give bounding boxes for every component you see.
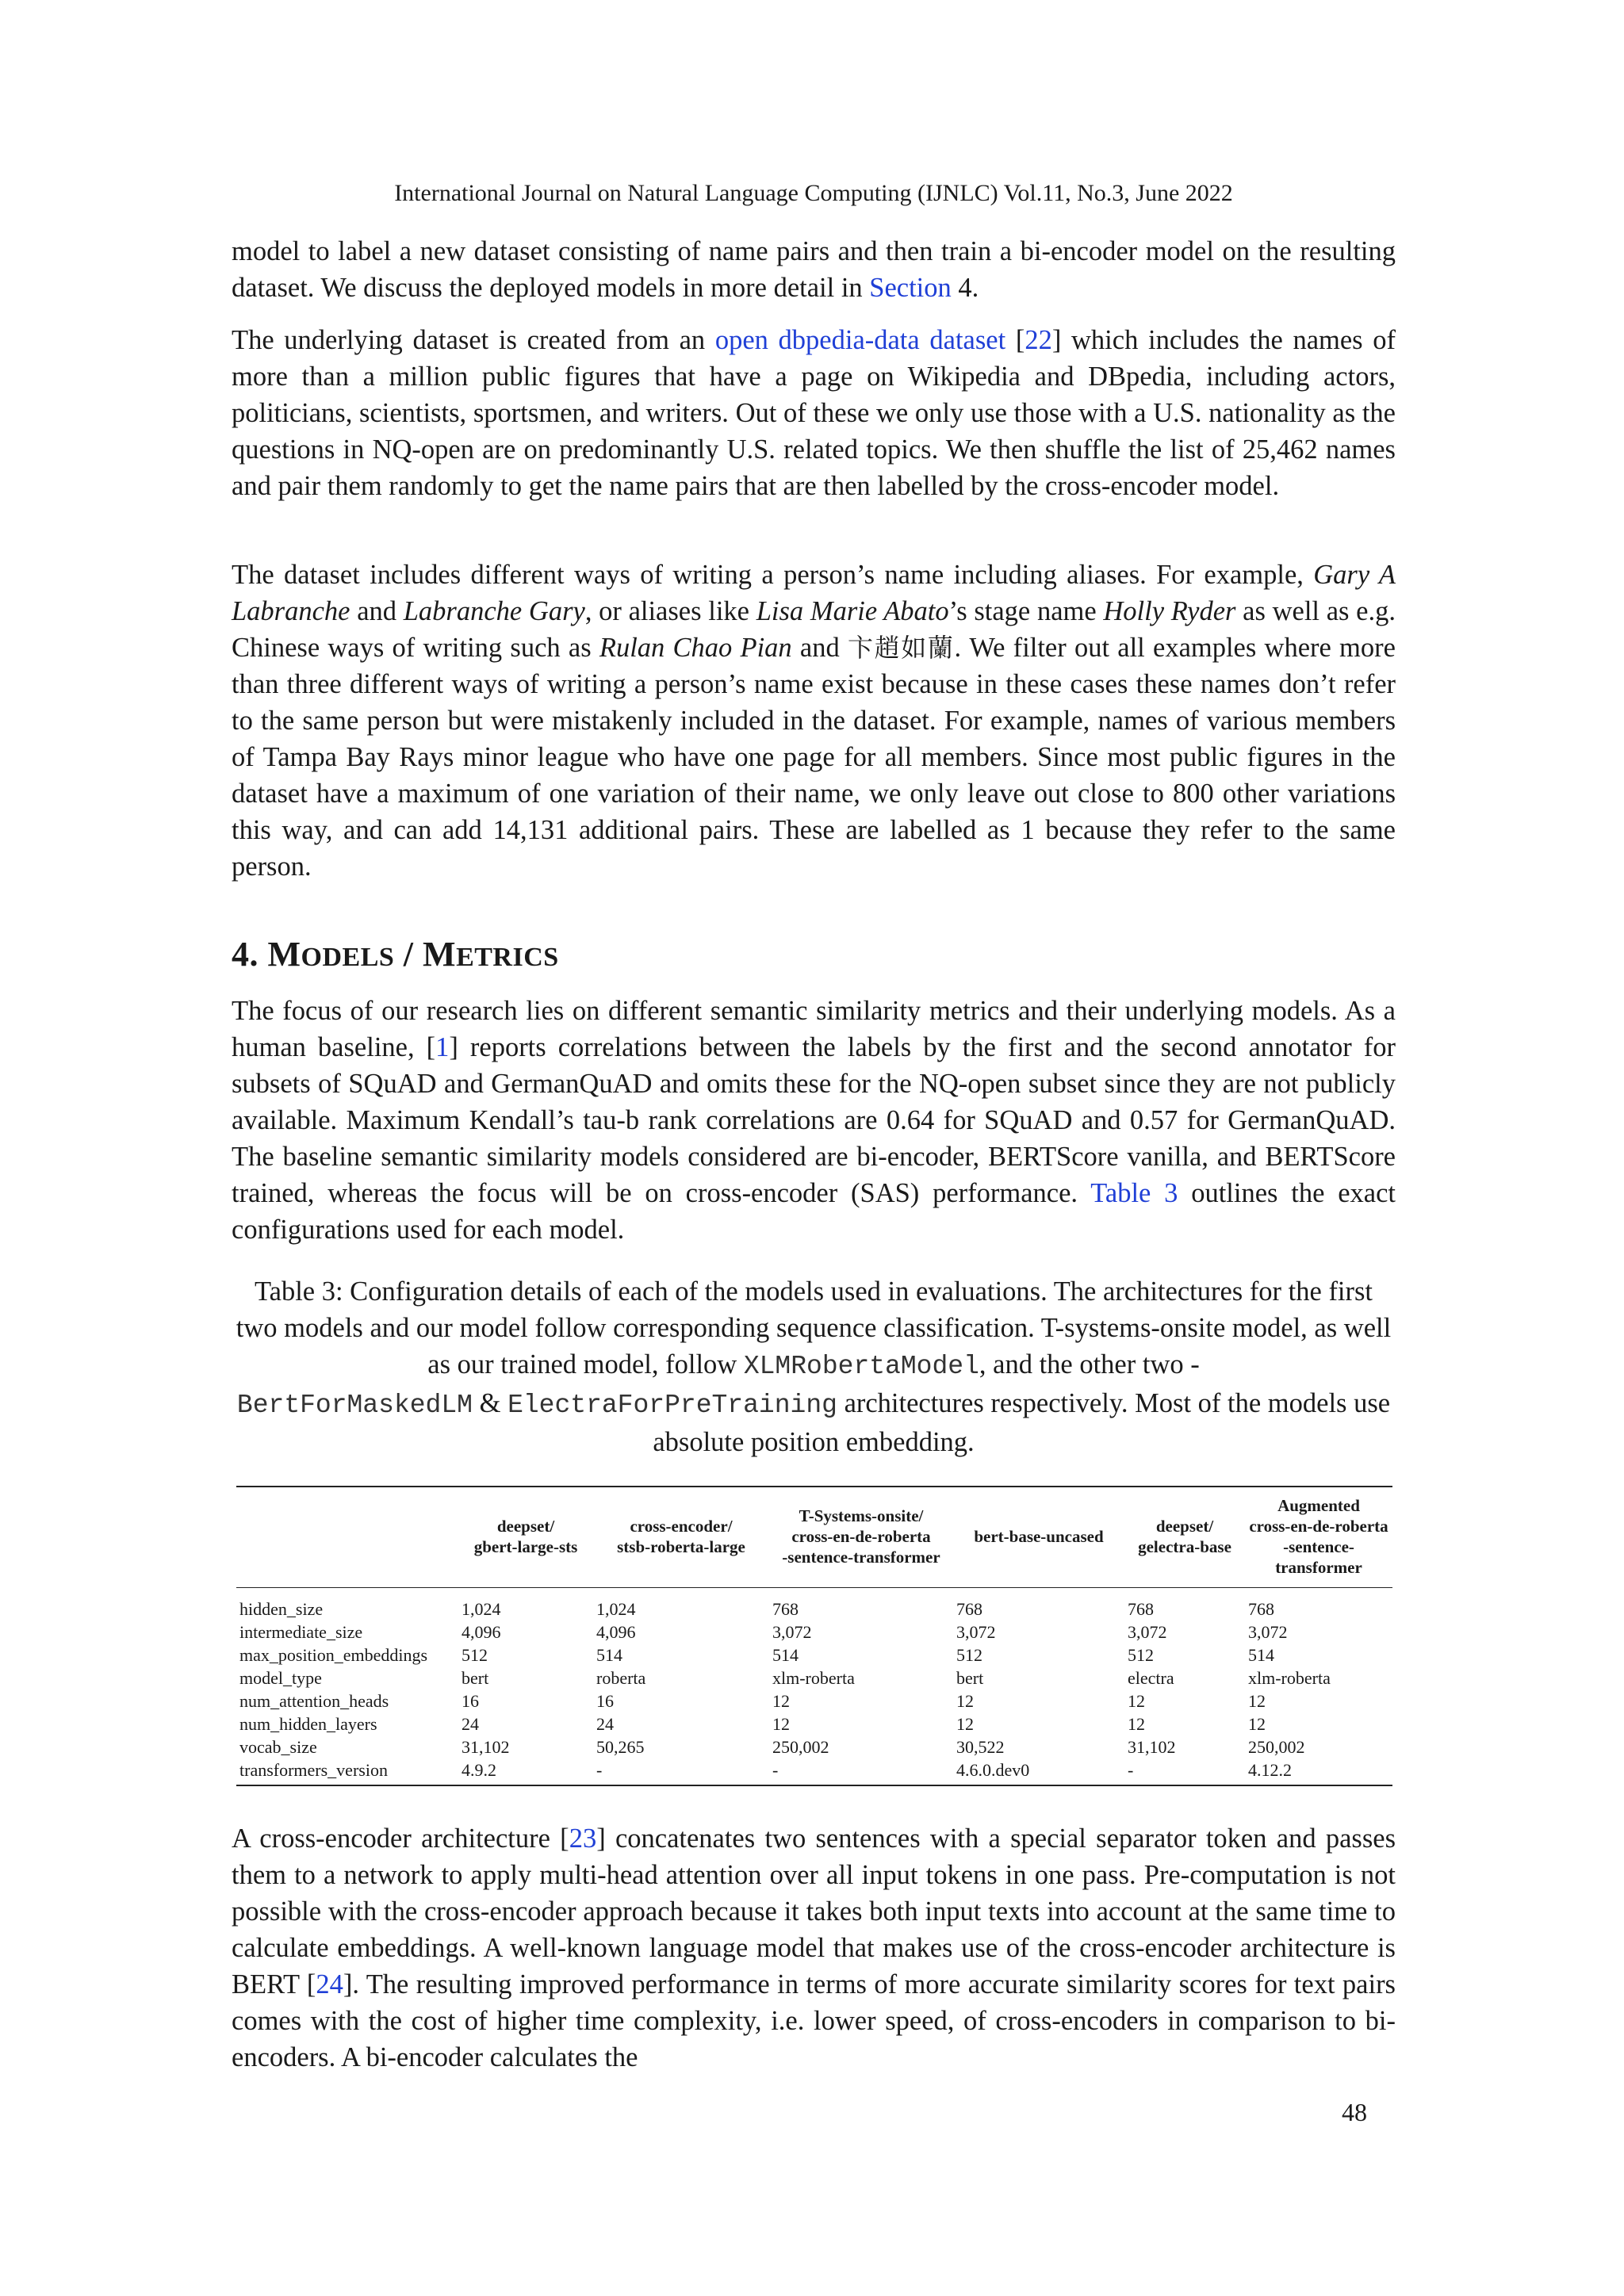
table-cell: xlm-roberta	[772, 1668, 855, 1688]
table-body	[236, 1588, 1392, 1786]
table-cell: 768	[772, 1599, 799, 1619]
table-cell: vocab_size	[239, 1737, 317, 1757]
table-cell: bert	[462, 1668, 489, 1688]
table-cell: max_position_embeddings	[239, 1645, 428, 1665]
table-cell: 768	[956, 1599, 982, 1619]
table-cell: 12	[1128, 1691, 1145, 1711]
example-name: Holly Ryder	[1103, 596, 1236, 626]
caption-text: &	[472, 1388, 508, 1418]
paragraph-3-text: and	[350, 596, 404, 626]
paragraph-3-text: . We filter out all examples where more than three different ways of writing a person’s name exist because in these cases these names don’t refer to the same person but were mistakenly included in the dataset. For example, names of various members of Tampa Bay Rays minor league who have one page for all members. Since most public figures in the dataset have a maximum of one variation of their name, we only leave out close to 800 other variations this way, and can add 14,131 additional pairs. These are labelled as 1 because they refer to the same person.	[232, 633, 1396, 882]
example-name: Gary A Labranche	[232, 560, 1396, 626]
table-cell: transformers_version	[239, 1760, 388, 1780]
table-row	[236, 1689, 1392, 1712]
paragraph-3-text: ’s stage name	[948, 596, 1104, 626]
paragraph-3-text: and	[791, 633, 848, 663]
table-cell: -	[772, 1760, 779, 1780]
paragraph-5	[232, 1820, 1396, 2076]
caption-text: architectures respectively. Most of the models use absolute position embedding.	[653, 1388, 1391, 1457]
table-cell: 16	[596, 1691, 614, 1711]
section-title-rest: ETRICS	[456, 943, 559, 972]
table-cell: bert	[956, 1668, 984, 1688]
paragraph-2-text-c: ] which includes the names of more than a million public figures that have a page on Wikipedia and DBpedia, including actors, politicians, scientists, sportsmen, and writers. Out of these we only use those with a U.S. nationality as the questions in NQ-open are on predominantly U.S. related topics. We then shuffle the list of 25,462 names and pair them randomly to get the name pairs that are then labelled by the cross-encoder model.	[232, 325, 1396, 501]
table-cell: 3,072	[956, 1622, 996, 1642]
caption-code: ElectraForPreTraining	[508, 1391, 837, 1420]
paragraph-1	[232, 233, 1396, 306]
table-cell: 514	[596, 1645, 622, 1665]
paragraph-1-text-end: 4.	[951, 273, 979, 303]
caption-text: Table 3: Configuration details of each of the models used in evaluations. The architectures for the first two models and our model follow corresponding sequence classification. T-systems-onsite model, as well as our trained model, follow	[236, 1276, 1392, 1380]
section-link[interactable]: Section	[869, 273, 952, 303]
dataset-link[interactable]: open dbpedia-data dataset	[714, 325, 1006, 355]
example-name: Labranche Gary	[403, 596, 585, 626]
table-cell: 250,002	[772, 1737, 829, 1757]
table-header-row	[236, 1487, 1392, 1588]
paragraph-5-text: ] concatenates two sentences with a special separator token and passes them to a network to apply multi-head attention over all input tokens in one pass. Pre-computation is not possible with the cross-encoder approach because it takes both input texts into account at the same time to calculate embeddings. A well-known language model that makes use of the cross-encoder architecture is BERT [	[232, 1823, 1396, 1999]
paragraph-4-text: outlines the exact configurations used for each model.	[232, 1178, 1396, 1245]
table-header-cell: T-Systems-onsite/ cross-en-de-roberta -sentence-transformer	[782, 1506, 940, 1567]
table-cell: 250,002	[1248, 1737, 1305, 1757]
table-header-cell: cross-encoder/ stsb-roberta-large	[617, 1517, 745, 1556]
table-row	[236, 1758, 1392, 1785]
table-header-cell: Augmented cross-en-de-roberta -sentence-transformer	[1249, 1496, 1388, 1577]
table-cell: 768	[1128, 1599, 1154, 1619]
caption-code: XLMRobertaModel	[743, 1352, 979, 1381]
table-cell: 24	[462, 1714, 479, 1734]
caption-code: BertForMaskedLM	[236, 1391, 473, 1420]
section-title-cap: M	[267, 935, 301, 974]
running-head: International Journal on Natural Language Computing (IJNLC) Vol.11, No.3, June 2022	[394, 180, 1233, 206]
table-cell: 16	[462, 1691, 479, 1711]
paragraph-1-text: model to label a new dataset consisting of name pairs and then train a bi-encoder model on the resulting dataset. We discuss the deployed models in more detail in	[232, 236, 1396, 303]
table-cell: intermediate_size	[239, 1622, 363, 1642]
table-cell: 30,522	[956, 1737, 1005, 1757]
table-cell: 4,096	[596, 1622, 636, 1642]
table-cell: 31,102	[462, 1737, 510, 1757]
paragraph-4-text: The focus of our research lies on different semantic similarity metrics and their underlying models. As a human baseline, [	[232, 996, 1396, 1062]
table-cell: 1,024	[462, 1599, 501, 1619]
paragraph-4-text: ] reports correlations between the labels by the first and the second annotator for subsets of SQuAD and GermanQuAD and omits these for the NQ-open subset since they are not publicly available. Maximum Kendall’s tau-b rank correlations are 0.64 for SQuAD and 0.57 for GermanQuAD. The baseline semantic similarity models considered are bi-encoder, BERTScore vanilla, and BERTScore trained, whereas the focus will be on cross-encoder (SAS) performance.	[232, 1032, 1396, 1208]
table-cell: 12	[1248, 1714, 1266, 1734]
paragraph-3-text: as well as e.g. Chinese ways of writing such as	[232, 596, 1396, 663]
table-cell: num_hidden_layers	[239, 1714, 377, 1734]
table-header-cell: deepset/ gelectra-base	[1138, 1517, 1231, 1556]
table-cell: -	[1128, 1760, 1134, 1780]
table-cell: 514	[772, 1645, 799, 1665]
table-cell: 3,072	[1248, 1622, 1288, 1642]
paragraph-4	[232, 993, 1396, 1248]
citation-link-1[interactable]: 1	[435, 1032, 450, 1062]
table-cell: 4.12.2	[1248, 1760, 1292, 1780]
table-cell: 512	[1128, 1645, 1154, 1665]
table-row	[236, 1588, 1392, 1621]
paragraph-5-text: A cross-encoder architecture [	[232, 1823, 569, 1854]
paragraph-2	[232, 322, 1396, 504]
paragraph-3-text: The dataset includes different ways of writing a person’s name including aliases. For example,	[232, 560, 1314, 590]
table-cell: model_type	[239, 1668, 322, 1688]
configuration-table	[236, 1486, 1392, 1786]
paragraph-5-text: ]. The resulting improved performance in terms of more accurate similarity scores for text pairs comes with the cost of higher time complexity, i.e. lower speed, of cross-encoders in comparison to bi-encoders. A bi-encoder calculates the	[232, 1969, 1396, 2072]
section-number: 4.	[232, 935, 259, 974]
section-title-rest: ODELS	[301, 943, 395, 972]
paragraph-3	[232, 557, 1396, 885]
table-cell: 4.6.0.dev0	[956, 1760, 1030, 1780]
table-cell: 768	[1248, 1599, 1274, 1619]
table-cell: 12	[772, 1691, 790, 1711]
table-link[interactable]: Table 3	[1090, 1178, 1178, 1208]
table-cell: 1,024	[596, 1599, 636, 1619]
citation-link-23[interactable]: 23	[569, 1823, 597, 1854]
section-heading	[232, 932, 559, 980]
table-row	[236, 1621, 1392, 1644]
table-cell: 24	[596, 1714, 614, 1734]
table-cell: xlm-roberta	[1248, 1668, 1331, 1688]
table-caption	[232, 1273, 1396, 1460]
table-header-cell: bert-base-uncased	[974, 1527, 1104, 1546]
page-number: 48	[1342, 2098, 1367, 2126]
section-title-cap: M	[423, 935, 457, 974]
table-cell: 12	[956, 1691, 974, 1711]
table-cell: num_attention_heads	[239, 1691, 389, 1711]
table-header-cell	[236, 1487, 458, 1588]
table-cell: 512	[462, 1645, 488, 1665]
table-cell: 4,096	[462, 1622, 501, 1642]
table-cell: 512	[956, 1645, 982, 1665]
table-cell: 3,072	[1128, 1622, 1167, 1642]
table-cell: 12	[772, 1714, 790, 1734]
table-cell: 514	[1248, 1645, 1274, 1665]
table-cell: -	[596, 1760, 603, 1780]
table-cell: roberta	[596, 1668, 646, 1688]
chinese-name: 卞趙如蘭	[847, 633, 955, 663]
table-cell: 12	[1248, 1691, 1266, 1711]
paragraph-2-text: The underlying dataset is created from an	[232, 325, 715, 355]
table-header-cell: deepset/ gbert-large-sts	[473, 1517, 578, 1556]
table-cell: 31,102	[1128, 1737, 1176, 1757]
example-name: Lisa Marie Abato	[756, 596, 949, 626]
table-row	[236, 1712, 1392, 1735]
citation-link-22[interactable]: 22	[1025, 325, 1052, 355]
section-title-sep: /	[394, 935, 423, 974]
table-cell: hidden_size	[239, 1599, 324, 1619]
table-row	[236, 1735, 1392, 1758]
example-name: Rulan Chao Pian	[599, 633, 792, 663]
table-row	[236, 1667, 1392, 1689]
table-cell: 12	[956, 1714, 974, 1734]
paragraph-3-text: , or aliases like	[584, 596, 756, 626]
table-row	[236, 1644, 1392, 1667]
paragraph-2-text-b: [	[1005, 325, 1025, 355]
table-cell: 4.9.2	[462, 1760, 496, 1780]
table-cell: 3,072	[772, 1622, 812, 1642]
caption-text: , and the other two -	[979, 1349, 1200, 1380]
table-cell: 50,265	[596, 1737, 645, 1757]
citation-link-24[interactable]: 24	[316, 1969, 343, 1999]
table-cell: electra	[1128, 1668, 1174, 1688]
table-cell: 12	[1128, 1714, 1145, 1734]
